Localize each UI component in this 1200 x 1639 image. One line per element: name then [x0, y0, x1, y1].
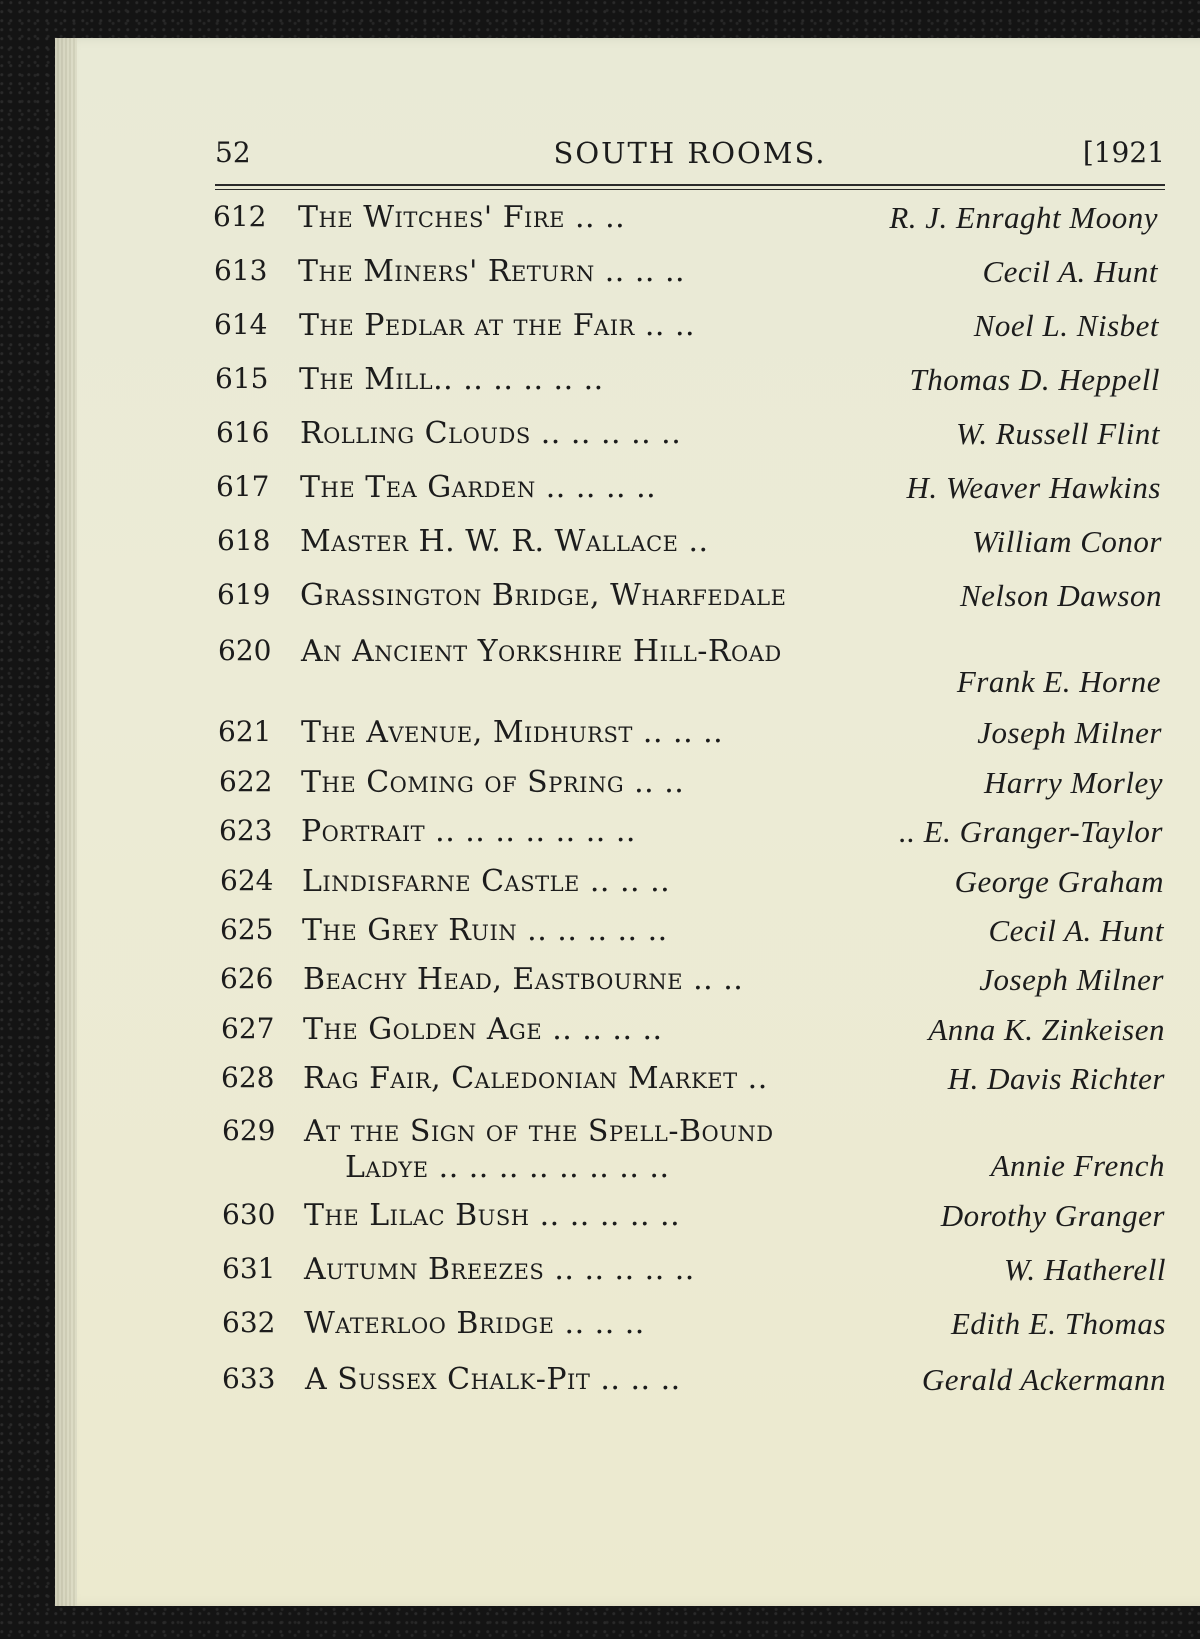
entry-number: 628	[221, 1061, 275, 1094]
entry-artist: H. Weaver Hawkins	[906, 470, 1161, 505]
entry-artist: Noel L. Nisbet	[973, 308, 1159, 343]
entry-number: 623	[219, 814, 273, 847]
list-item	[0, 470, 1200, 510]
year-label: [1921	[1082, 136, 1165, 169]
entry-artist: Cecil A. Hunt	[982, 254, 1158, 289]
entry-artist: Thomas D. Heppell	[909, 362, 1160, 397]
entry-number: 625	[220, 913, 274, 946]
list-item	[0, 308, 1200, 348]
list-item	[0, 200, 1200, 240]
entry-number: 617	[216, 470, 270, 503]
entry-artist: Joseph Milner	[977, 715, 1162, 750]
entry-artist: Dorothy Granger	[940, 1198, 1165, 1233]
entry-artist: Anna K. Zinkeisen	[928, 1012, 1165, 1047]
list-item	[0, 416, 1200, 456]
entry-number: 612	[213, 200, 267, 233]
entry-title: An Ancient Yorkshire Hill-Road	[301, 634, 782, 669]
entry-artist: Edith E. Thomas	[950, 1306, 1166, 1341]
entry-artist: Harry Morley	[983, 765, 1163, 800]
entry-number: 615	[215, 362, 269, 395]
list-item	[0, 524, 1200, 564]
entry-title: The Golden Age .. .. .. ..	[303, 1012, 663, 1047]
entry-artist: R. J. Enraght Moony	[889, 200, 1158, 235]
entry-title: A Sussex Chalk-Pit .. .. ..	[305, 1362, 681, 1397]
entry-title: Beachy Head, Eastbourne .. ..	[303, 962, 744, 997]
entry-number: 624	[220, 864, 274, 897]
entry-number: 633	[222, 1362, 276, 1395]
entry-number: 620	[218, 634, 272, 667]
entry-title: Autumn Breezes .. .. .. .. ..	[304, 1252, 695, 1287]
entry-title: The Miners' Return .. .. ..	[298, 254, 686, 289]
entry-title: Rag Fair, Caledonian Market ..	[303, 1061, 768, 1096]
list-item	[0, 1306, 1200, 1346]
entry-title: Grassington Bridge, Wharfedale	[300, 578, 787, 613]
entry-title: The Grey Ruin .. .. .. .. ..	[302, 913, 668, 948]
entry-title: Rolling Clouds .. .. .. .. ..	[300, 416, 682, 451]
entry-number: 621	[218, 715, 272, 748]
list-item	[0, 864, 1200, 904]
list-item	[0, 715, 1200, 755]
entry-number: 613	[214, 254, 268, 287]
list-item	[0, 765, 1200, 805]
list-item	[0, 1252, 1200, 1292]
entry-title: The Coming of Spring .. ..	[301, 765, 685, 800]
entry-number: 619	[217, 578, 271, 611]
entry-artist: George Graham	[954, 864, 1164, 899]
list-item	[0, 1362, 1200, 1402]
list-item	[0, 362, 1200, 402]
entry-title: The Tea Garden .. .. .. ..	[300, 470, 657, 505]
page-number: 52	[215, 136, 251, 169]
entry-title: The Mill.. .. .. .. .. ..	[299, 362, 604, 397]
entry-title: The Lilac Bush .. .. .. .. ..	[304, 1198, 681, 1233]
entry-number: 629	[222, 1114, 276, 1147]
entry-title: Lindisfarne Castle .. .. ..	[302, 864, 671, 899]
entry-number: 614	[214, 308, 268, 341]
list-item	[0, 913, 1200, 953]
list-item	[0, 634, 1200, 714]
entry-artist: William Conor	[972, 524, 1162, 559]
list-item	[0, 578, 1200, 618]
entry-number: 616	[216, 416, 270, 449]
entry-number: 630	[222, 1198, 276, 1231]
entry-artist: W. Hatherell	[1003, 1252, 1166, 1287]
entry-title: The Avenue, Midhurst .. .. ..	[301, 715, 724, 750]
entry-artist: Annie French	[990, 1148, 1165, 1183]
entry-artist: H. Davis Richter	[947, 1061, 1165, 1096]
list-item	[0, 254, 1200, 294]
entry-title: The Witches' Fire .. ..	[298, 200, 626, 235]
list-item	[0, 1198, 1200, 1238]
entry-title: The Pedlar at the Fair .. ..	[299, 308, 696, 343]
list-item	[0, 962, 1200, 1002]
list-item	[0, 1114, 1200, 1194]
list-item	[0, 814, 1200, 854]
entry-number: 632	[222, 1306, 276, 1339]
list-item	[0, 1012, 1200, 1052]
entry-title: Waterloo Bridge .. .. ..	[304, 1306, 645, 1341]
entry-title: Master H. W. R. Wallace ..	[300, 524, 709, 559]
entry-title: At the Sign of the Spell-Bound	[304, 1114, 774, 1149]
entry-artist: Gerald Ackermann	[921, 1362, 1166, 1397]
entry-number: 627	[221, 1012, 275, 1045]
entry-artist: W. Russell Flint	[955, 416, 1160, 451]
entry-title: Portrait .. .. .. .. .. .. ..	[301, 814, 636, 849]
entry-artist: Joseph Milner	[979, 962, 1164, 997]
list-item	[0, 1061, 1200, 1101]
entry-artist: Nelson Dawson	[960, 578, 1162, 613]
entry-number: 622	[219, 765, 273, 798]
entry-artist: .. E. Granger-Taylor	[899, 814, 1163, 849]
entry-number: 631	[222, 1252, 276, 1285]
entry-title-continued: Ladye .. .. .. .. .. .. .. ..	[345, 1150, 670, 1185]
section-title: SOUTH ROOMS.	[553, 136, 827, 170]
entry-artist: Frank E. Horne	[956, 664, 1161, 699]
entry-number: 626	[220, 962, 274, 995]
entry-number: 618	[217, 524, 271, 557]
entry-artist: Cecil A. Hunt	[988, 913, 1164, 948]
